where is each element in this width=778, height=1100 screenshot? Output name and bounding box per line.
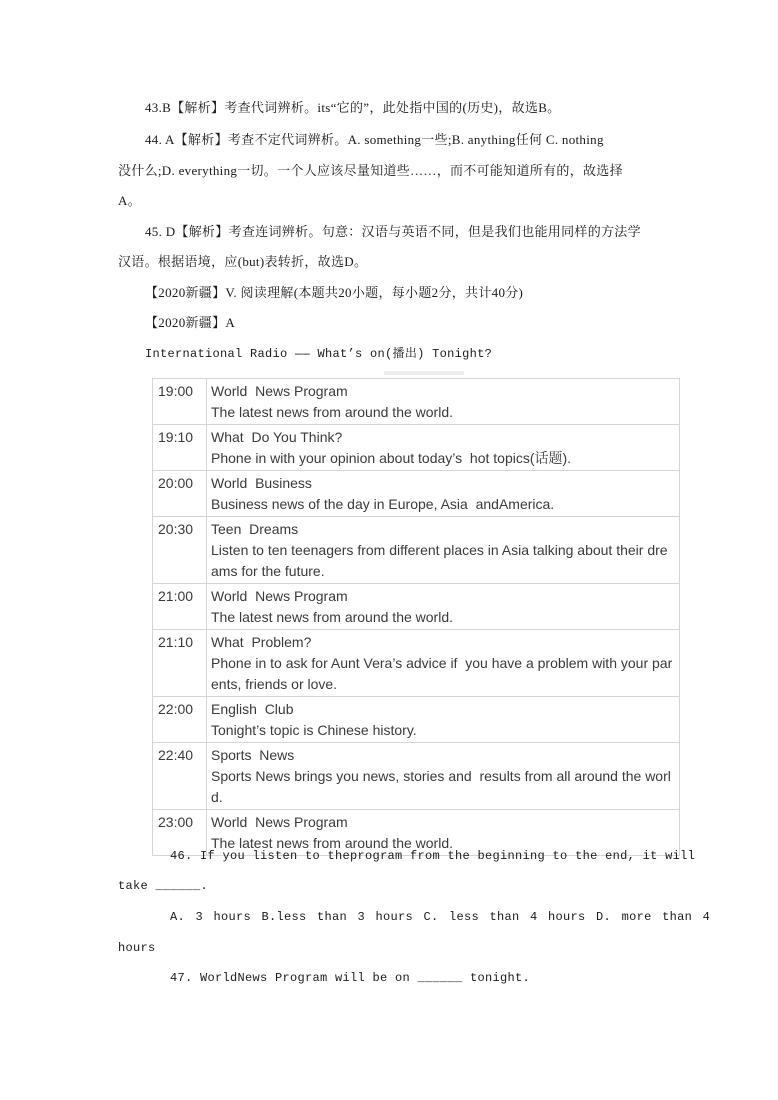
answer-45-line-2: 汉语。根据语境，应(but)表转折，故选D。 [118, 254, 368, 269]
schedule-row [153, 471, 680, 517]
schedule-time: 22:00 [153, 697, 207, 743]
schedule-row [153, 743, 680, 810]
schedule-time: 22:40 [153, 743, 207, 810]
answer-44-line-1: 44. A【解析】考查不定代词辨析。A. something一些;B. anything任何 C. nothing [145, 132, 604, 147]
schedule-description [207, 630, 680, 697]
section-header: 【2020新疆】V. 阅读理解(本题共20小题，每小题2分，共计40分) [145, 285, 524, 300]
schedule-time: 20:00 [153, 471, 207, 517]
passage-title: International Radio —— What’s on(播出) Tonight? [145, 347, 493, 361]
program-description: Tonight’s topic is Chinese history. [211, 722, 417, 738]
program-description: Business news of the day in Europe, Asia andAmerica. [211, 496, 555, 512]
answer-43: 43.B【解析】考查代词辨析。its“它的”，此处指中国的(历史)，故选B。 [145, 100, 561, 115]
program-title: World Business [211, 475, 312, 491]
program-title: English Club [211, 701, 294, 717]
section-subheader: 【2020新疆】A [145, 315, 236, 330]
answer-44-line-2: 没什么;D. everything一切。一个人应该尽量知道些……，而不可能知道所有的，故选择 [118, 163, 623, 178]
question-46-options-cont: hours [118, 941, 156, 955]
question-47: 47. WorldNews Program will be on ______ tonight. [170, 971, 531, 985]
program-description: The latest news from around the world. [211, 404, 454, 420]
program-description: Phone in with your opinion about today’s hot topics(话题). [211, 450, 572, 466]
schedule-time: 19:00 [153, 379, 207, 425]
schedule-row [153, 425, 680, 471]
program-title: Sports News [211, 747, 295, 763]
schedule-description [207, 471, 680, 517]
schedule-row [153, 584, 680, 630]
schedule-time: 21:00 [153, 584, 207, 630]
program-title: Teen Dreams [211, 521, 299, 537]
program-title: World News Program [211, 588, 348, 604]
schedule-row [153, 379, 680, 425]
program-title: World News Program [211, 814, 348, 830]
scan-artifact [384, 371, 464, 375]
program-description: Sports News brings you news, stories and results from all around the world. [211, 768, 671, 805]
schedule-description [207, 743, 680, 810]
schedule-row [153, 517, 680, 584]
schedule-time: 20:30 [153, 517, 207, 584]
program-description: Phone in to ask for Aunt Vera’s advice if you have a problem with your parents, friends or love. [211, 655, 673, 692]
program-title: World News Program [211, 383, 348, 399]
program-description: Listen to ten teenagers from different places in Asia talking about their dreams for the future. [211, 542, 668, 579]
program-description: The latest news from around the world. [211, 609, 454, 625]
answer-45-line-1: 45. D【解析】考查连词辨析。句意：汉语与英语不同，但是我们也能用同样的方法学 [145, 224, 641, 239]
schedule-description [207, 425, 680, 471]
schedule-row [153, 630, 680, 697]
schedule-description [207, 697, 680, 743]
question-46-options: A. 3 hours B.less than 3 hours C. less than 4 hours D. more than 4 [170, 910, 711, 924]
schedule-row [153, 697, 680, 743]
schedule-time: 19:10 [153, 425, 207, 471]
schedule-description [207, 584, 680, 630]
schedule-description [207, 517, 680, 584]
radio-schedule-table [152, 378, 680, 856]
schedule-time: 23:00 [153, 810, 207, 856]
question-46-line-1: 46. If you listen to theprogram from the beginning to the end, it will [170, 849, 696, 863]
program-description: The latest news from around the world. [211, 835, 454, 851]
program-title: What Do You Think? [211, 429, 343, 445]
schedule-time: 21:10 [153, 630, 207, 697]
schedule-description [207, 379, 680, 425]
question-46-line-2: take ______. [118, 879, 209, 893]
program-title: What Problem? [211, 634, 312, 650]
answer-44-line-3: A。 [118, 193, 141, 208]
